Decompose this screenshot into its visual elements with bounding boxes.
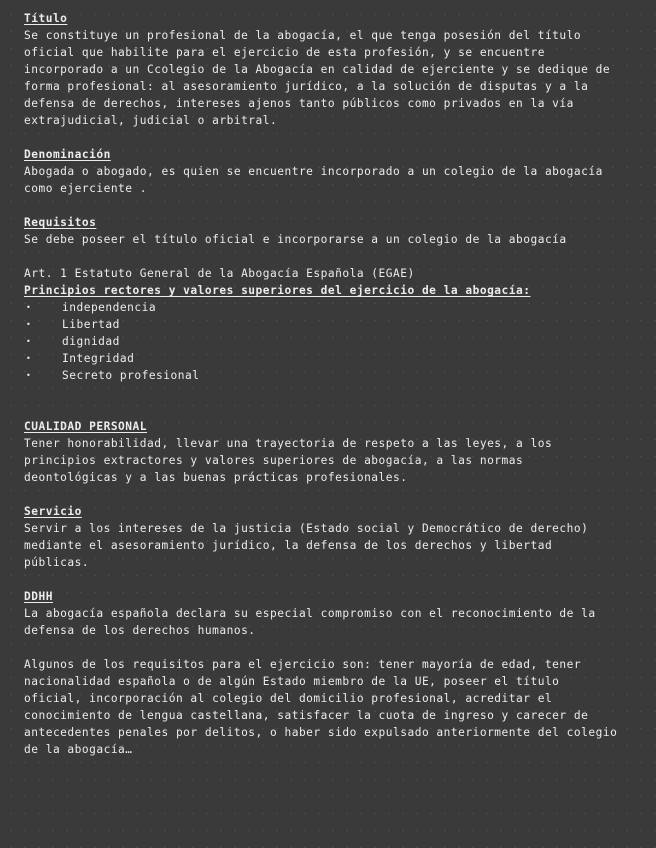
principles-list <box>24 299 624 384</box>
paragraph-ejercicio: Algunos de los requisitos para el ejercicio son: tener mayoría de edad, tener nacionalidad española o de algún Estado miembro de la UE, poseer el título oficial, incorporación al colegio del domicilio profesional, acreditar el conocimiento de lengua castellana, satisfacer la cuota de ingreso y carecer de antecedentes penales por delitos, o haber sido expulsado anteriormente del colegio de la abogacía… <box>24 658 618 756</box>
section-requisitos <box>24 214 624 248</box>
blank-line <box>24 197 624 214</box>
section-denominacion <box>24 146 624 197</box>
paragraph-cualidad: Tener honorabilidad, llevar una trayectoria de respeto a las leyes, a los principios extractores y valores superiores de abogacía, a las normas deontológicas y a las buenas prácticas profesionales. <box>24 437 553 484</box>
paragraph-titulo: Se constituye un profesional de la abogacía, el que tenga posesión del título oficial que habilite para el ejercicio de esta profesión, y se encuentre incorporado a un Ccolegio de la Abogacía en calidad de ejerciente y se dedique de forma profesional: al asesoramiento jurídico, a la solución de disputas y a la defensa de derechos, intereses ajenos tanto públicos como privados en la vía extrajudicial, judicial o arbitral. <box>24 29 611 127</box>
heading-principios: Principios rectores y valores superiores del ejercicio de la abogacía: <box>24 284 531 297</box>
heading-ddhh: DDHH <box>24 590 53 603</box>
blank-line <box>24 248 624 265</box>
section-titulo <box>24 10 624 129</box>
section-ejercicio <box>24 656 624 758</box>
section-principios <box>24 265 624 384</box>
paragraph-denominacion: Abogada o abogado, es quien se encuentre incorporado a un colegio de la abogacía como ejerciente . <box>24 165 603 195</box>
heading-titulo: Título <box>24 12 68 25</box>
paragraph-requisitos: Se debe poseer el título oficial e incorporarse a un colegio de la abogacía <box>24 233 567 246</box>
heading-denominacion: Denominación <box>24 148 111 161</box>
blank-line <box>24 639 624 656</box>
heading-requisitos: Requisitos <box>24 216 97 229</box>
heading-servicio: Servicio <box>24 505 82 518</box>
paragraph-ddhh: La abogacía española declara su especial compromiso con el reconocimiento de la defensa de los derechos humanos. <box>24 607 596 637</box>
list-item: • independencia <box>24 299 624 316</box>
blank-line <box>24 129 624 146</box>
blank-line <box>24 486 624 503</box>
list-item: • Integridad <box>24 350 624 367</box>
blank-lines <box>24 384 624 418</box>
list-item: • Secreto profesional <box>24 367 624 384</box>
article-reference: Art. 1 Estatuto General de la Abogacía Española (EGAE) <box>24 267 415 280</box>
paragraph-servicio: Servir a los intereses de la justicia (Estado social y Democrático de derecho) mediante el asesoramiento jurídico, la defensa de los derechos y libertad públicas. <box>24 522 589 569</box>
heading-cualidad: CUALIDAD PERSONAL <box>24 420 148 433</box>
list-item: • dignidad <box>24 333 624 350</box>
section-servicio <box>24 503 624 571</box>
note-document[interactable] <box>24 10 624 758</box>
blank-line <box>24 571 624 588</box>
list-item: • Libertad <box>24 316 624 333</box>
section-ddhh <box>24 588 624 639</box>
section-cualidad <box>24 418 624 486</box>
